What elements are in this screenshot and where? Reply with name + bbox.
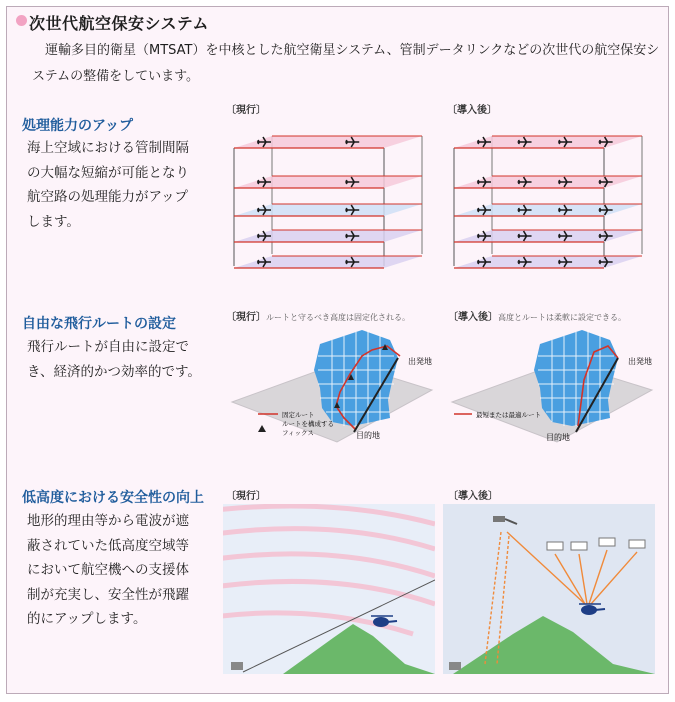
safety-scene-after: [443, 504, 655, 674]
panel-label-current: [226, 308, 410, 323]
body-line: 蔽されていた低高度空域等: [27, 537, 189, 554]
panel-label-after: [448, 308, 626, 323]
body-line: において航空機への支援体: [27, 562, 189, 578]
body-line: 制が充実し、安全性が飛躍: [27, 586, 189, 603]
body-line: 飛行ルートが自由に設定で: [27, 339, 189, 355]
section-body-capacity: [27, 136, 207, 234]
route-map-current: [222, 322, 437, 457]
panel-note-current: ルートと守るべき高度は固定化される。: [266, 313, 410, 322]
section-body-route: [27, 335, 207, 384]
section-body-safety: [27, 509, 207, 632]
legend-optimal: 最短または最適ルート: [476, 411, 541, 419]
destination-label: 目的地: [356, 431, 380, 440]
panel-label-current: 〔現行〕: [226, 105, 266, 116]
legend-fix-line2: フィックス: [282, 429, 314, 437]
panel-label-current-text: 〔現行〕: [226, 312, 266, 323]
section-heading-safety: 低高度における安全性の向上: [22, 490, 204, 506]
legend-fixed-route: 固定ルート: [282, 411, 315, 419]
panel-label-current: 〔現行〕: [226, 491, 266, 502]
section-heading-route: 自由な飛行ルートの設定: [22, 316, 176, 332]
panel-label-after: 〔導入後〕: [448, 491, 498, 502]
legend-fix-line1: ルートを構成する: [282, 420, 334, 428]
panel-note-after: 高度とルートは柔軟に設定できる。: [498, 313, 626, 322]
satellite-icon: [629, 540, 645, 548]
airspace-diagram-current: [220, 118, 430, 278]
route-map-after: [442, 322, 657, 457]
title-bullet-icon: [16, 15, 27, 26]
radar-station-icon: [449, 662, 461, 670]
body-line: の大幅な短縮が可能となり: [27, 164, 189, 181]
panel-label-after: 〔導入後〕: [447, 105, 497, 116]
radar-station-icon: [231, 662, 243, 670]
airspace-diagram-after: [440, 118, 655, 278]
panel-label-after-text: 〔導入後〕: [448, 312, 498, 323]
body-line: 航空路の処理能力がアップ: [27, 189, 189, 205]
body-line: 海上空域における管制間隔: [27, 140, 189, 156]
intro-text: [32, 38, 660, 90]
safety-scene-current: [223, 504, 435, 674]
departure-label: 出発地: [628, 357, 652, 366]
body-line: 地形的理由等から電波が遮: [27, 513, 189, 529]
satellite-icon: [547, 542, 563, 550]
destination-label: 目的地: [546, 433, 570, 442]
body-line: します。: [27, 213, 80, 230]
departure-label: 出発地: [408, 357, 432, 366]
satellite-icon: [571, 542, 587, 550]
title-text: 次世代航空保安システム: [29, 14, 209, 33]
legend-fix-icon: [258, 425, 266, 432]
body-line: き、経済的かつ効率的です。: [27, 363, 201, 380]
intro-paragraph: 運輸多目的衛星（MTSAT）を中核とした航空衛星システム、管制データリンクなどの次世代の航空保安システムの整備をしています。: [32, 43, 660, 84]
body-line: 的にアップします。: [27, 611, 147, 627]
section-heading-capacity: 処理能力のアップ: [22, 118, 134, 134]
satellite-icon: [599, 538, 615, 546]
